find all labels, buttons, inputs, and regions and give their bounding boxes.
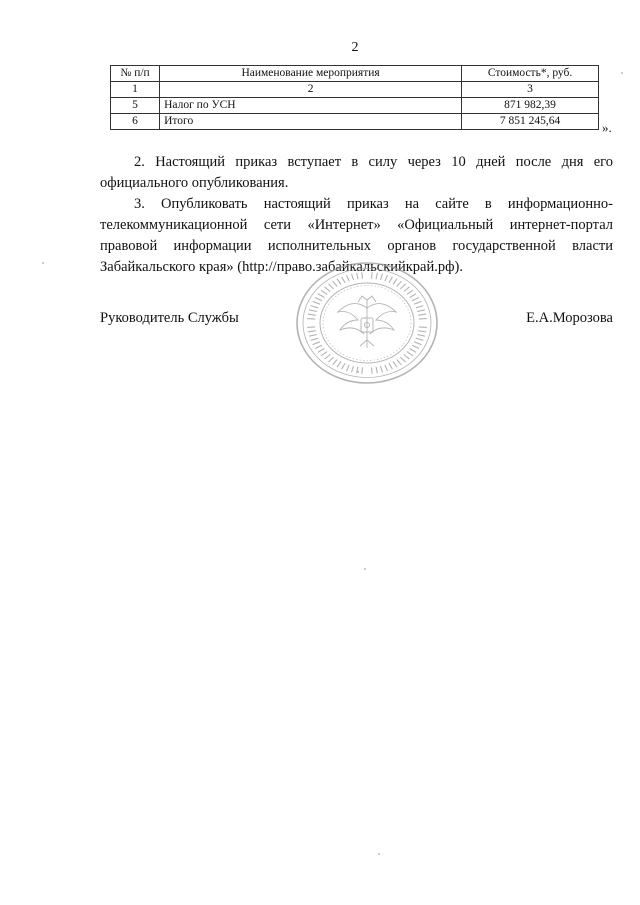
index-cell-2: 2 (160, 82, 462, 98)
row-cost: 871 982,39 (462, 98, 599, 114)
row-number: 5 (111, 98, 160, 114)
table-row (111, 114, 599, 130)
table-row (111, 98, 599, 114)
row-name: Итого (160, 114, 462, 130)
row-cost: 7 851 245,64 (462, 114, 599, 130)
paragraph-2: 2. Настоящий приказ вступает в силу через 10 дней после дня его официального опубликования. (100, 154, 613, 191)
closing-quote: ». (602, 120, 612, 135)
table-index-row (111, 82, 599, 98)
row-name: Налог по УСН (160, 98, 462, 114)
official-seal-icon (292, 260, 442, 386)
index-cell-1: 1 (111, 82, 160, 98)
measures-table (110, 65, 599, 130)
page-number: 2 (351, 40, 359, 55)
signatory-title: Руководитель Службы (100, 310, 239, 326)
table-header-row (111, 66, 599, 82)
header-cost: Стоимость*, руб. (462, 66, 599, 82)
row-number: 6 (111, 114, 160, 130)
signatory-name: Е.А.Морозова (526, 310, 613, 326)
header-name: Наименование мероприятия (160, 66, 462, 82)
index-cell-3: 3 (462, 82, 599, 98)
header-number: № п/п (111, 66, 160, 82)
paragraph-3: 3. Опубликовать настоящий приказ на сайте в информационно-телекоммуникационной сети «Интернет» «Официальный интернет-портал правовой информации исполнительных органов государственной власти Забайкальского края» (http://право.забайкальскийкрай.рф). (100, 196, 613, 275)
